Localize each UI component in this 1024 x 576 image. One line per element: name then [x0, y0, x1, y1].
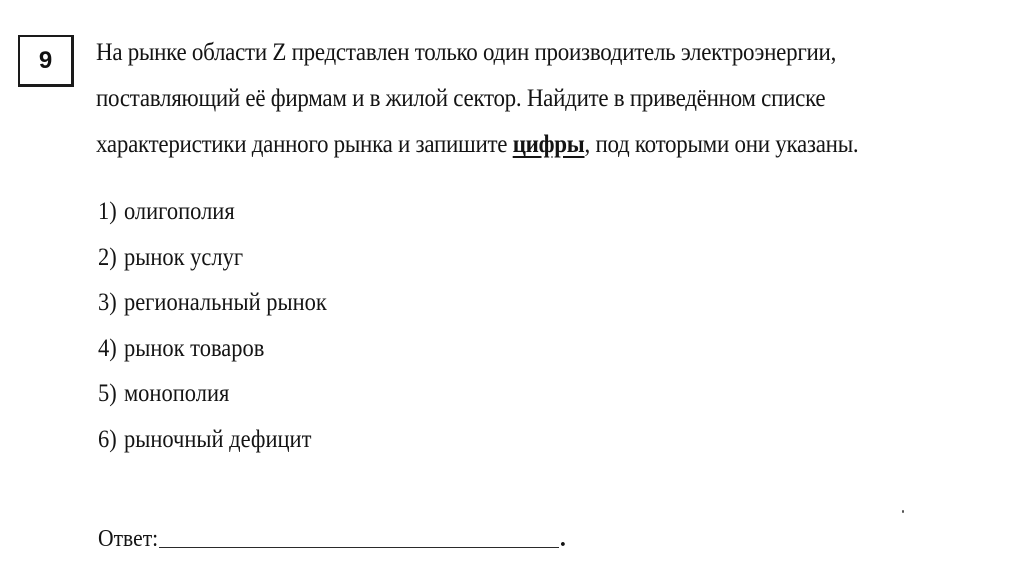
question-text	[96, 30, 1008, 168]
option-number: 2)	[98, 243, 117, 271]
option-text: региональный рынок	[123, 289, 327, 316]
option-item	[98, 189, 327, 235]
question-line-3-end: , под которыми они указаны.	[584, 131, 859, 158]
option-item	[98, 371, 327, 417]
question-line-3	[96, 122, 935, 168]
scan-speck	[902, 510, 904, 513]
option-number: 4)	[98, 334, 117, 362]
answer-row	[98, 524, 566, 554]
option-number: 5)	[98, 380, 117, 407]
question-line-2: поставляющий её фирмам и в жилой сектор. Найдите в приведённом списке	[96, 85, 826, 112]
question-line-3-start: характеристики данного рынка и запишите	[96, 131, 513, 158]
option-item	[98, 235, 327, 281]
option-text: монополия	[123, 380, 230, 407]
options-list	[98, 189, 352, 462]
option-text: рынок товаров	[123, 334, 265, 362]
answer-field[interactable]	[159, 546, 559, 548]
option-text: олигополия	[123, 198, 235, 225]
option-number: 1)	[98, 198, 117, 225]
task-number: 9	[38, 46, 53, 74]
option-number: 6)	[98, 425, 117, 453]
question-line-1: На рынке области Z представлен только один производитель электроэнергии,	[96, 39, 837, 66]
task-number-box	[18, 35, 74, 87]
option-item	[98, 280, 327, 326]
option-item	[98, 417, 327, 463]
option-text: рыночный дефицит	[123, 425, 312, 453]
option-number: 3)	[98, 289, 117, 316]
option-text: рынок услуг	[123, 243, 244, 271]
option-item	[98, 326, 327, 372]
emphasized-word: цифры	[512, 131, 585, 158]
answer-end-mark: .	[559, 526, 566, 552]
answer-label: Ответ:	[98, 526, 159, 552]
